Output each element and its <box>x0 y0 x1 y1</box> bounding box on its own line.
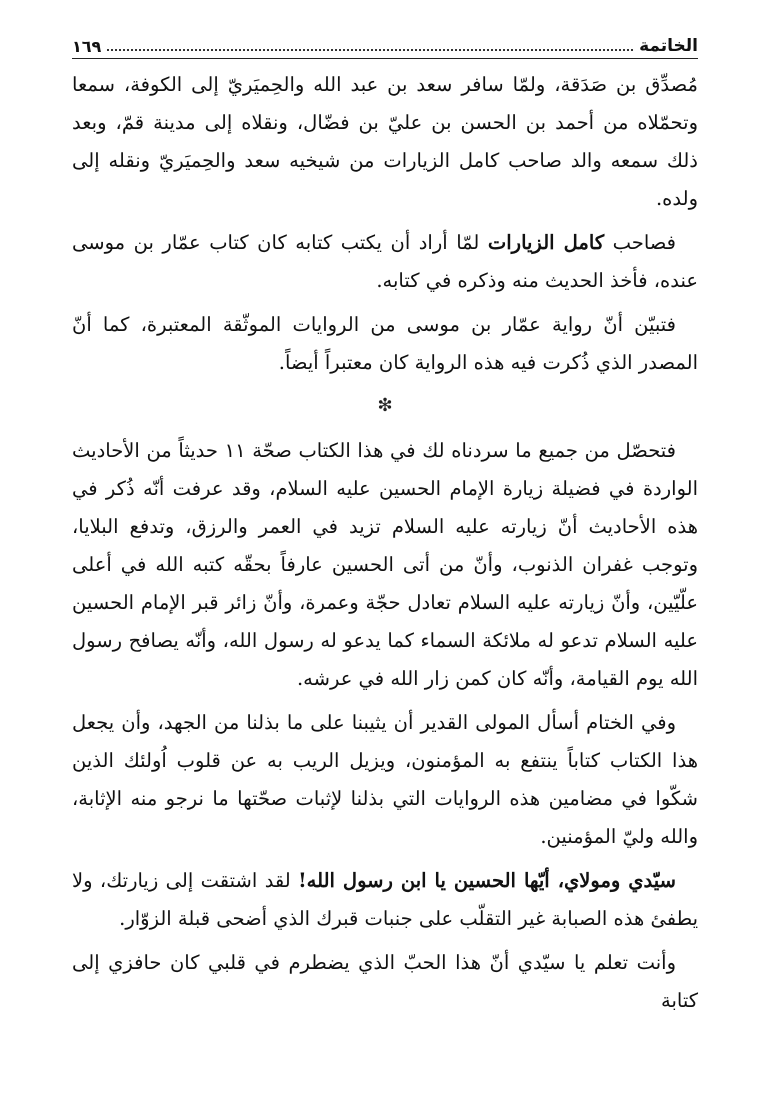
running-header <box>72 30 698 56</box>
paragraph-5: وفي الختام أسأل المولى القدير أن يثيبنا على ما بذلنا من الجهد، وأن يجعل هذا الكتاب كتاباً ينتفع به المؤمنون، ويزيل الريب به عن قلوب اُولئك الذين شكّوا في مضامين هذه الروايات التي بذلنا لإثبات صحّتها ما نرجو منه الإثابة، والله وليّ المؤمنين. <box>72 711 698 848</box>
book-title-kamil: كامل الزيارات <box>487 231 605 254</box>
section-separator-icon: ❇ <box>377 395 393 416</box>
invocation-bold: سيّدي ومولاي، أيّها الحسين يا ابن رسول الله! <box>298 869 676 892</box>
paragraph-2-start: فصاحب <box>604 231 677 254</box>
paragraph-2 <box>72 224 698 300</box>
paragraph-7: وأنت تعلم يا سيّدي أنّ هذا الحبّ الذي يضطرم في قلبي كان حافزي إلى كتابة <box>72 951 698 1012</box>
paragraph-1: مُصدِّق بن صَدَقة، ولمّا سافر سعد بن عبد الله والحِميَريّ إلى الكوفة، سمعا وتحمّلاه من أحمد بن الحسن بن عليّ بن فضّال، ونقلاه إلى مدينة قمّ، وبعد ذلك سمعه والد صاحب كامل الزيارات من شيخيه سعد والحِميَريّ ونقله إلى ولده. <box>72 73 698 210</box>
paragraph-6-rest: لقد اشتقت إلى زيارتك، ولا يطفئ هذه الصبابة غير التقلّب على جنبات قبرك الذي أضحى قبلة الزوّار. <box>72 869 698 930</box>
body-text <box>72 66 698 1026</box>
paragraph-6 <box>72 862 698 938</box>
page-number: ١٦٩ <box>72 37 102 56</box>
chapter-title: الخاتمة <box>639 36 698 56</box>
paragraph-2-rest: لمّا أراد أن يكتب كتابه كان كتاب عمّار بن موسى عنده، فأخذ الحديث منه وذكره في كتابه. <box>72 231 698 292</box>
leader-dots <box>107 49 633 51</box>
paragraph-3: فتبيّن أنّ رواية عمّار بن موسى من الروايات الموثّقة المعتبرة، كما أنّ المصدر الذي ذُكرت فيه هذه الرواية كان معتبراً أيضاً. <box>72 313 698 374</box>
paragraph-4: فتحصّل من جميع ما سردناه لك في هذا الكتاب صحّة ١١ حديثاً من الأحاديث الواردة في فضيلة زيارة الإمام الحسين عليه السلام، وقد عرفت أنّه ذُكر في هذه الأحاديث أنّ زيارته عليه السلام تزيد في العمر والرزق، وتدفع البلايا، وتوجب غفران الذنوب، وأنّ من أتى الحسين عارفاً بحقّه كتبه الله في أعلى علّيّين، وأنّ زيارته عليه السلام تعادل حجّة وعمرة، وأنّ زائر قبر الإمام الحسين عليه السلام تدعو له ملائكة السماء كما يدعو له رسول الله، وأنّه يصافح رسول الله يوم القيامة، وأنّه كان كمن زار الله في عرشه. <box>72 439 698 690</box>
header-rule <box>72 58 698 59</box>
